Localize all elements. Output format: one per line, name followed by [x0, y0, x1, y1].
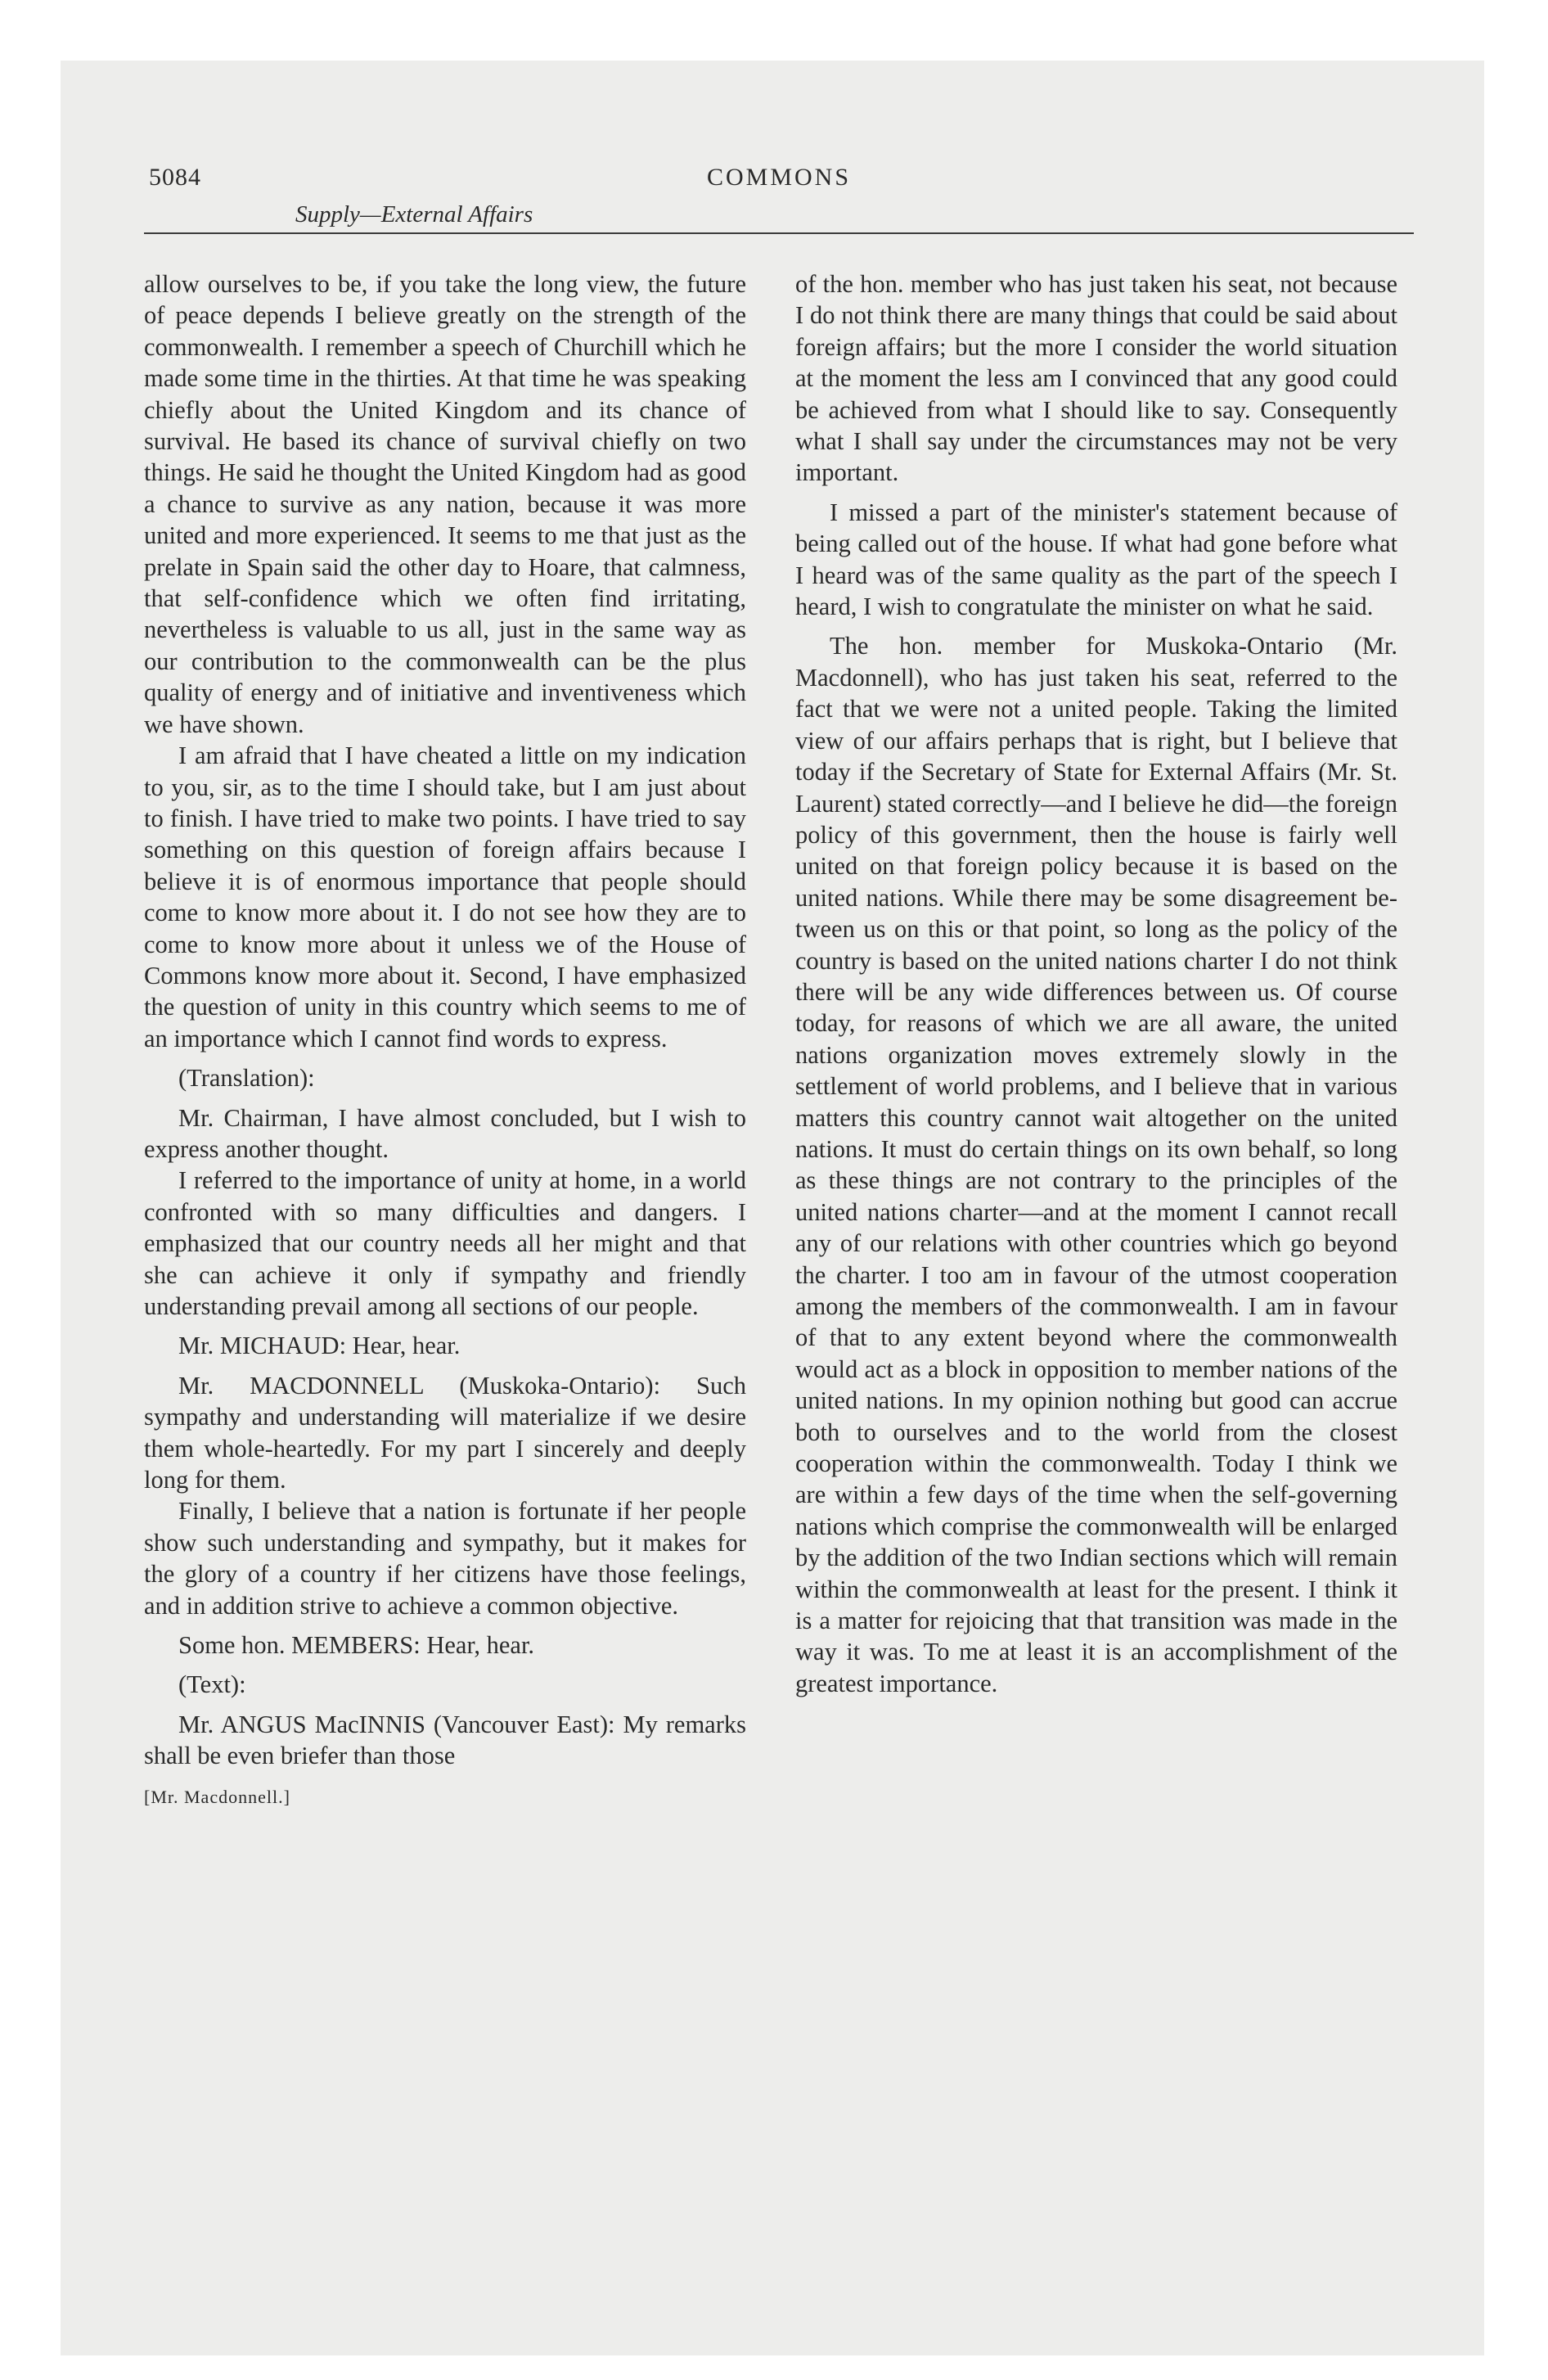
page-header	[144, 160, 1414, 234]
header-rule	[144, 232, 1414, 234]
paragraph: The hon. member for Muskoka-Ontario (Mr. Macdonnell), who has just taken his seat, referred to the fact that we were not a united people. Taking the limited view of our affairs perhaps that is right, but I believe that today if the Secretary of State for External Affairs (Mr. St. Laurent) stated correctly—and I believe he did—the foreign policy of this government, then the house is fairly well united on that foreign policy because it is based on the united nations. While there may be some disagreement between us on this or that point, so long as the policy of the country is based on the united nations charter I do not think there will be any wide differences between us. Of course today, for reasons of which we are all aware, the united nations organization moves extremely slowly in the settlement of world problems, and I believe that in various matters this country cannot wait altogether on the united nations. It must do certain things on its own behalf, so long as these things are not contrary to the principles of the united nations charter—and at the moment I cannot recall any of our relations with other countries which go beyond the charter. I too am in favour of the utmost cooperation among the members of the commonwealth. I am in favour of that to any extent beyond where the commonwealth would act as a block in opposition to member nations of the united nations. In my opinion nothing but good can accrue both to ourselves and to the world from the closest cooperation within the commonwealth. Today I think we are within a few days of the time when the self-governing nations which comprise the commonwealth will be enlarged by the addition of the two Indian sections which will remain within the commonwealth at least for the present. I think it is a matter for rejoicing that that transition was made in the way it was. To me at least it is an accomplishment of the greatest importance.	[795, 632, 1397, 1697]
running-head: COMMONS	[706, 164, 852, 191]
paragraph: allow ourselves to be, if you take the long view, the future of peace depends I believe greatly on the strength of the commonwealth. I remember a speech of Churchill which he made some time in the thirties. At that time he was speaking chiefly about the United Kingdom and its chance of survival. He based its chance of survival chiefly on two things. He said he thought the United Kingdom had as good a chance to survive as any nation, because it was more united and more experienced. It seems to me that just as the prelate in Spain said the other day to Hoare, that calmness, that self-confidence which we often find irritating, nevertheless is valuable to us all, just in the same way as our contribution to the commonwealth can be the plus quality of energy and of initiative and inventiveness which we have shown.	[144, 270, 746, 738]
speaker-footnote: [Mr. Macdonnell.]	[144, 1786, 290, 1807]
section-subheading: Supply—External Affairs	[295, 201, 533, 228]
paragraph: Mr. Chairman, I have almost concluded, but I wish to express another thought.	[144, 1103, 746, 1163]
paragraph: Some hon. MEMBERS: Hear, hear.	[178, 1631, 535, 1660]
paragraph: I missed a part of the minister's statement because of being called out of the house. If what had gone before what I heard was of the same quality as the part of the speech I heard, I wish to congratulate the minister on what he said.	[795, 498, 1397, 621]
paragraph: Mr. ANGUS MacINNIS (Vancouver East): My remarks shall be even briefer than those	[144, 1710, 746, 1770]
paragraph: I am afraid that I have cheated a little on my indication to you, sir, as to the time I should take, but I am just about to finish. I have tried to make two points. I have tried to say something on this question of foreign affairs because I believe it is of enormous importance that people should come to know more about it. I do not see how they are to come to know more about it unless we of the House of Commons know more about it. Second, I have emphasized the question of unity in this country which seems to me of an importance which I cannot find words to express.	[144, 741, 746, 1053]
paragraph: (Translation):	[178, 1064, 315, 1093]
paragraph: (Text):	[178, 1670, 246, 1699]
paragraph: Mr. MICHAUD: Hear, hear.	[178, 1332, 461, 1360]
left-column	[144, 268, 746, 1813]
paragraph: Finally, I believe that a nation is fortunate if her people show such understanding and sympathy, but it makes for the glory of a country if her citizens have those feelings, and in addition strive to achieve a common objective.	[144, 1497, 746, 1620]
paragraph: of the hon. member who has just taken his seat, not because I do not think there are many things that could be said about foreign affairs; but the more I consider the world situation at the moment the less am I convinced that any good could be achieved from what I should like to say. Consequently what I shall say under the circumstances may not be very important.	[795, 270, 1397, 487]
right-column	[795, 268, 1397, 1699]
page-number: 5084	[149, 164, 201, 191]
paragraph: I referred to the importance of unity at home, in a world confronted with so many difficulties and dangers. I emphasized that our country needs all her might and that she can achieve it only if sympathy and friendly understanding prevail among all sections of our people.	[144, 1166, 746, 1320]
paragraph: Mr. MACDONNELL (Muskoka-Ontario): Such sympathy and understanding will materialize if we desire them whole-heartedly. For my part I sincerely and deeply long for them.	[144, 1371, 746, 1494]
